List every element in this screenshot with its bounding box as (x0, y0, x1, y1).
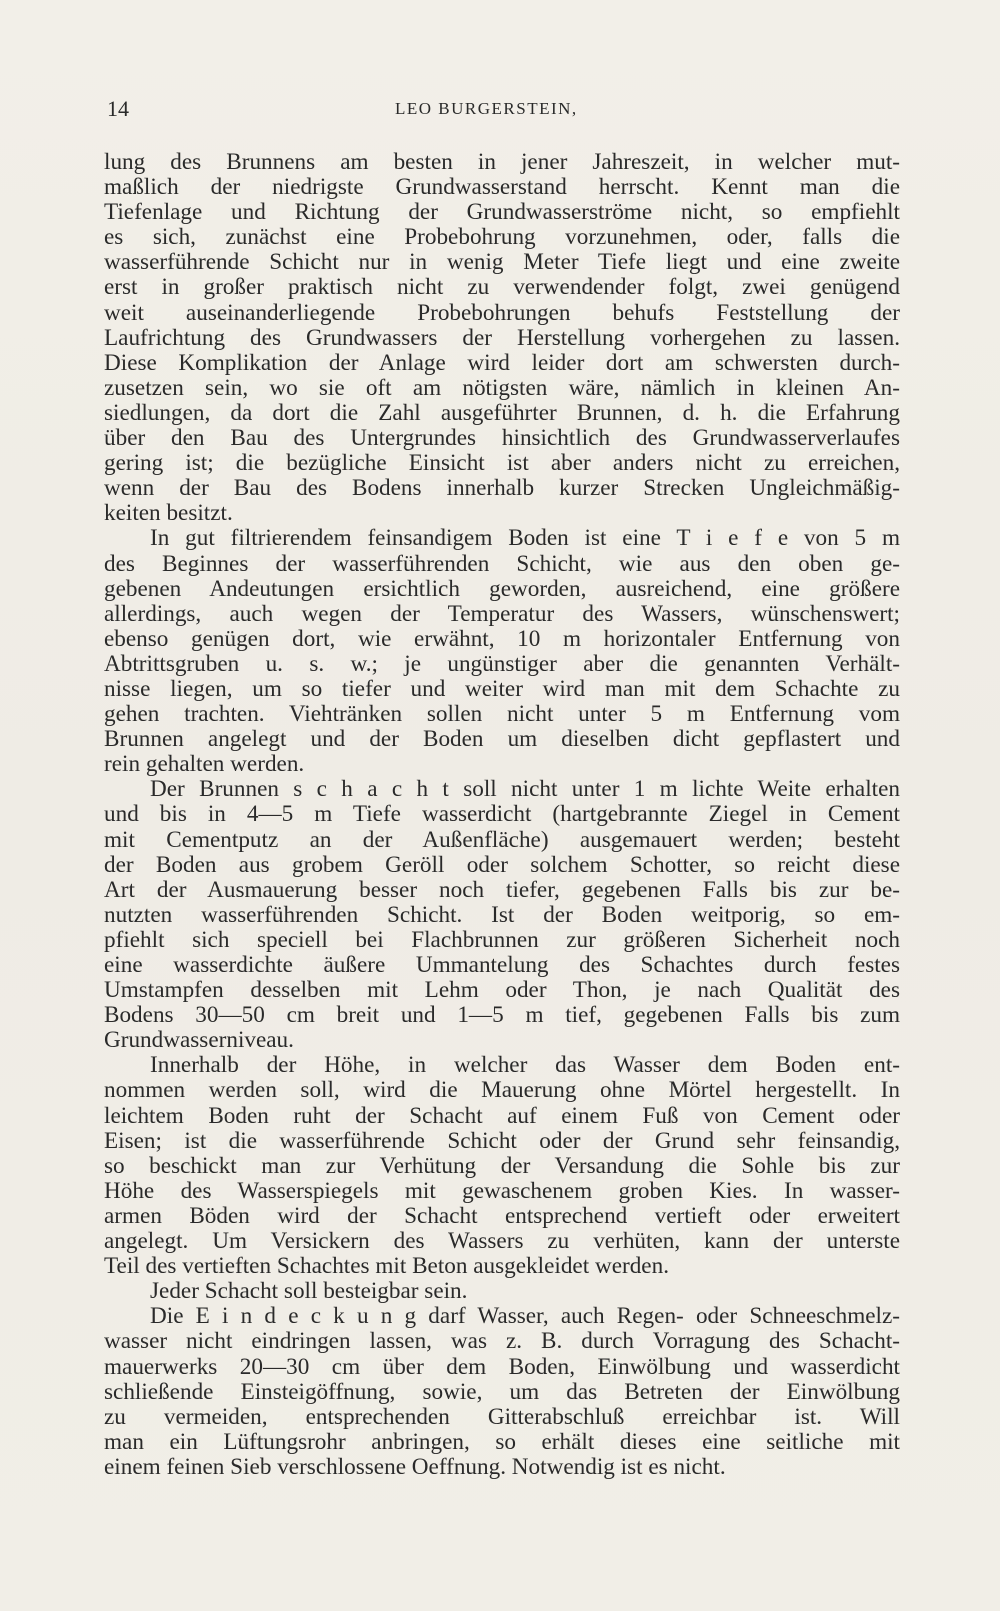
text-line: allerdings, auch wegen der Temperatur des Wassers, wünschenswert; (104, 600, 900, 627)
text-line: der Boden aus grobem Geröll oder solchem Schotter, so reicht diese (104, 851, 900, 878)
body-text (104, 150, 900, 1480)
text-line: und bis in 4—5 m Tiefe wasserdicht (hartgebrannte Ziegel in Cement (104, 801, 900, 828)
text-line: einem feinen Sieb verschlossene Oeffnung. Notwendig ist es nicht. (104, 1453, 726, 1480)
text-line: Diese Komplikation der Anlage wird leider dort am schwersten durch- (104, 349, 900, 376)
text-line: über den Bau des Untergrundes hinsichtlich des Grundwasserverlaufes (104, 425, 900, 452)
text-line: man ein Lüftungsrohr anbringen, so erhält dieses eine seitliche mit (104, 1428, 900, 1455)
text-line: Bodens 30—50 cm breit und 1—5 m tief, gegebenen Falls bis zum (104, 1002, 900, 1029)
text-line: Teil des vertieften Schachtes mit Beton ausgekleidet werden. (104, 1253, 669, 1280)
running-head: LEO BURGERSTEIN, (395, 99, 578, 118)
text-line: leichtem Boden ruht der Schacht auf einem Fuß von Cement oder (104, 1102, 900, 1129)
text-line: Der Brunnen s c h a c h t soll nicht unter 1 m lichte Weite erhalten (150, 776, 900, 803)
text-line: gebenen Andeutungen ersichtlich geworden, ausreichend, eine größere (104, 575, 900, 602)
text-line: siedlungen, da dort die Zahl ausgeführter Brunnen, d. h. die Erfahrung (104, 399, 900, 426)
text-line: Eisen; ist die wasserführende Schicht oder der Grund sehr feinsandig, (104, 1127, 900, 1154)
text-line: schließende Einsteigöffnung, sowie, um das Betreten der Einwölbung (104, 1378, 900, 1405)
text-line: Umstampfen desselben mit Lehm oder Thon, je nach Qualität des (104, 977, 900, 1004)
text-line: so beschickt man zur Verhütung der Versandung die Sohle bis zur (104, 1152, 900, 1179)
text-line: Art der Ausmauerung besser noch tiefer, gegebenen Falls bis zur be- (104, 876, 900, 903)
text-line: Innerhalb der Höhe, in welcher das Wasser dem Boden ent- (150, 1052, 900, 1079)
text-line: lung des Brunnens am besten in jener Jahreszeit, in welcher mut- (104, 149, 900, 175)
text-line: Jeder Schacht soll besteigbar sein. (150, 1278, 468, 1305)
text-line: wenn der Bau des Bodens innerhalb kurzer Strecken Ungleichmäßig- (104, 475, 900, 502)
text-line: keiten besitzt. (104, 500, 233, 527)
text-line: gering ist; die bezügliche Einsicht ist aber anders nicht zu erreichen, (104, 450, 900, 477)
page-header (107, 96, 897, 126)
text-line: gehen trachten. Viehtränken sollen nicht unter 5 m Entfernung vom (104, 701, 900, 728)
text-line: weit auseinanderliegende Probebohrungen behufs Feststellung der (104, 299, 900, 326)
text-line: erst in großer praktisch nicht zu verwendender folgt, zwei genügend (104, 274, 900, 301)
text-line: Abtrittsgruben u. s. w.; je ungünstiger aber die genannten Verhält- (104, 650, 900, 677)
text-line: Die E i n d e c k u n g darf Wasser, auch Regen- oder Schneeschmelz- (150, 1303, 900, 1330)
text-line: eine wasserdichte äußere Ummantelung des Schachtes durch festes (104, 952, 900, 978)
text-line: wasser nicht eindringen lassen, was z. B. durch Vorragung des Schacht- (104, 1328, 900, 1355)
text-line: armen Böden wird der Schacht entsprechend vertieft oder erweitert (104, 1202, 900, 1229)
text-line: nutzten wasserführenden Schicht. Ist der Boden weitporig, so em- (104, 901, 900, 928)
text-line: Höhe des Wasserspiegels mit gewaschenem groben Kies. In wasser- (104, 1177, 900, 1204)
text-line: mit Cementputz an der Außenfläche) ausgemauert werden; besteht (104, 826, 900, 853)
text-line: zu vermeiden, entsprechenden Gitterabschluß erreichbar ist. Will (104, 1403, 900, 1430)
text-line: wasserführende Schicht nur in wenig Meter Tiefe liegt und eine zweite (104, 249, 900, 276)
text-line: maßlich der niedrigste Grundwasserstand herrscht. Kennt man die (104, 174, 900, 201)
text-line: rein gehalten werden. (104, 751, 305, 778)
text-line: Grundwasserniveau. (104, 1027, 294, 1054)
text-line: nommen werden soll, wird die Mauerung ohne Mörtel hergestellt. In (104, 1077, 900, 1104)
text-line: angelegt. Um Versickern des Wassers zu verhüten, kann der unterste (104, 1228, 900, 1255)
text-line: des Beginnes der wasserführenden Schicht, wie aus den oben ge- (104, 550, 900, 577)
text-line: zusetzen sein, wo sie oft am nötigsten wäre, nämlich in kleinen An- (104, 374, 900, 401)
text-line: ebenso genügen dort, wie erwähnt, 10 m horizontaler Entfernung von (104, 625, 900, 652)
text-line: pfiehlt sich speciell bei Flachbrunnen zur größeren Sicherheit noch (104, 926, 900, 953)
text-line: es sich, zunächst eine Probebohrung vorzunehmen, oder, falls die (104, 224, 900, 251)
text-line: nisse liegen, um so tiefer und weiter wird man mit dem Schachte zu (104, 675, 900, 702)
text-line: In gut filtrierendem feinsandigem Boden ist eine T i e f e von 5 m (150, 525, 900, 552)
text-line: Laufrichtung des Grundwassers der Herstellung vorhergehen zu lassen. (104, 324, 900, 351)
page-number: 14 (107, 96, 129, 121)
text-line: mauerwerks 20—30 cm über dem Boden, Einwölbung und wasserdicht (104, 1353, 900, 1380)
text-line: Tiefenlage und Richtung der Grundwasserströme nicht, so empfiehlt (104, 199, 900, 226)
text-line: Brunnen angelegt und der Boden um dieselben dicht gepflastert und (104, 726, 900, 753)
